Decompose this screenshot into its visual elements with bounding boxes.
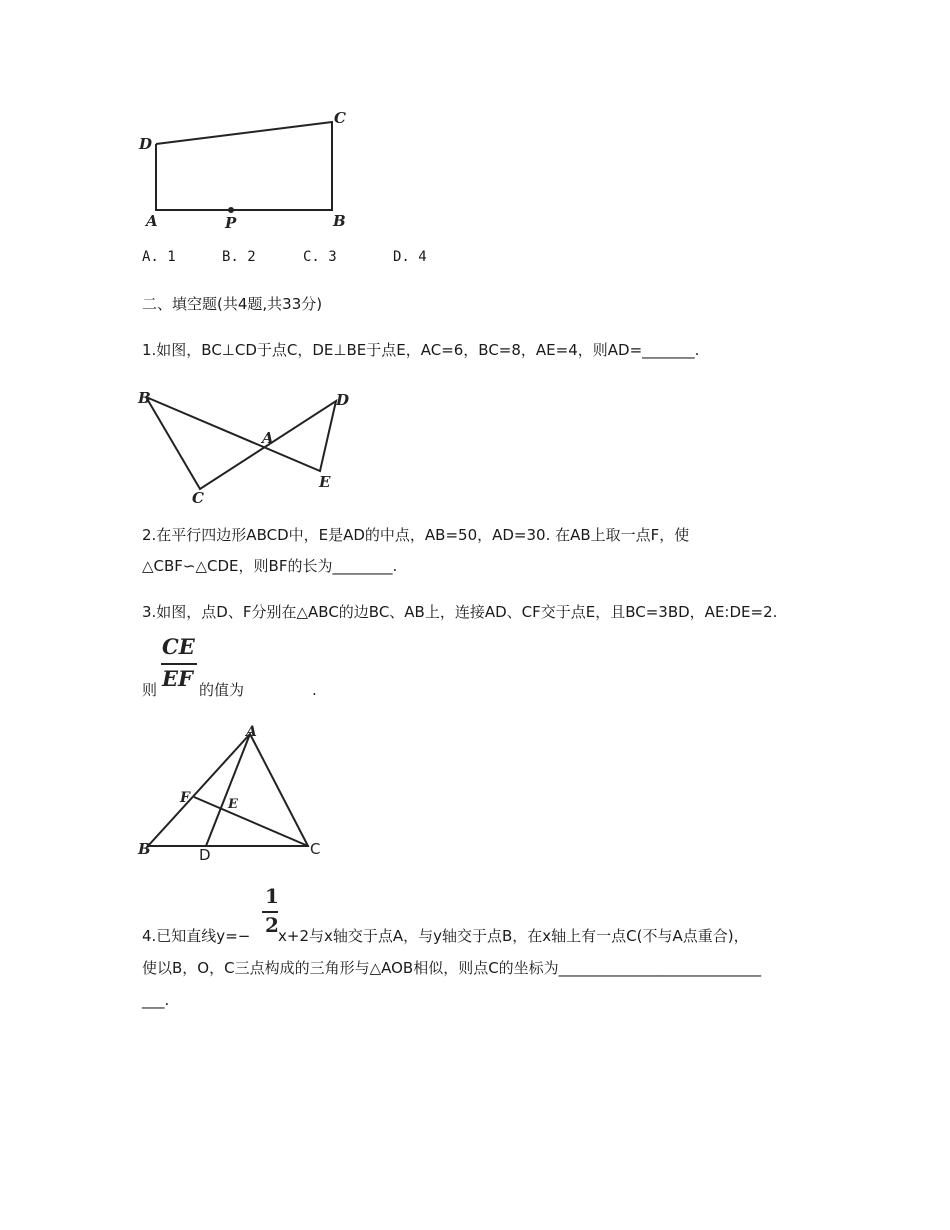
q4-frac-numerator: 1 [265,884,279,908]
q3-label-b: B [138,840,151,858]
q4-frac-denominator: 2 [265,913,279,937]
q1-label-a: A [262,429,274,447]
q1-label-c: C [192,489,204,507]
q3-line1: 3.如图，点D、F分别在△ABC的边BC、AB上，连接AD、CF交于点E，且BC=3BD，AE:DE=2. [142,603,778,621]
q3-frac-numerator: CE [162,634,195,659]
q3-segment-ad [206,734,250,846]
option-a: A. 1 [142,249,176,265]
option-b: B. 2 [222,249,256,265]
q3-frac-bar [161,663,197,665]
q4-line3: ___. [142,991,170,1009]
point-p [228,207,234,213]
section-heading: 二、填空题(共4题,共33分) [142,295,323,313]
figure-q3 [132,722,332,862]
label-p: P [225,214,237,232]
option-d: D. 4 [393,249,427,265]
label-b: B [333,212,346,230]
q3-frac-denominator: EF [162,666,193,691]
q3-label-f: F [180,790,190,806]
q3-label-a: A [246,724,257,740]
q3-label-e: E [228,797,238,812]
q1-triangle-lines [146,397,336,489]
q1-label-d: D [336,391,350,409]
option-c: C. 3 [303,249,337,265]
label-d: D [139,135,153,153]
q1-label-b: B [138,389,151,407]
q1-text: 1.如图，BC⊥CD于点C，DE⊥BE于点E，AC=6，BC=8，AE=4，则AD=_______. [142,341,700,359]
q2-line2: △CBF∽△CDE，则BF的长为________. [142,557,398,575]
q2-line1: 2.在平行四边形ABCD中，E是AD的中点，AB=50，AD=30. 在AB上取一点F，使 [142,526,690,544]
q4-line1-pre: 4.已知直线y=− [142,927,251,945]
q3-suffix: 的值为 [199,681,245,699]
q1-label-e: E [319,473,331,491]
quadrilateral-outline [156,122,332,210]
q4-line2: 使以B，O，C三点构成的三角形与△AOB相似，则点C的坐标为___________________________ [142,959,762,977]
q3-prefix: 则 [142,681,158,699]
label-a: A [146,212,158,230]
figure-quadrilateral [130,100,360,235]
q3-label-c: C [310,840,321,858]
q3-segment-cf [194,797,308,846]
figure-q1 [132,385,362,510]
q4-line1-post: x+2与x轴交于点A，与y轴交于点B，在x轴上有一点C(不与A点重合)， [278,927,749,945]
q3-end: . [312,681,317,699]
label-c: C [334,109,346,127]
q3-label-d: D [199,846,211,862]
